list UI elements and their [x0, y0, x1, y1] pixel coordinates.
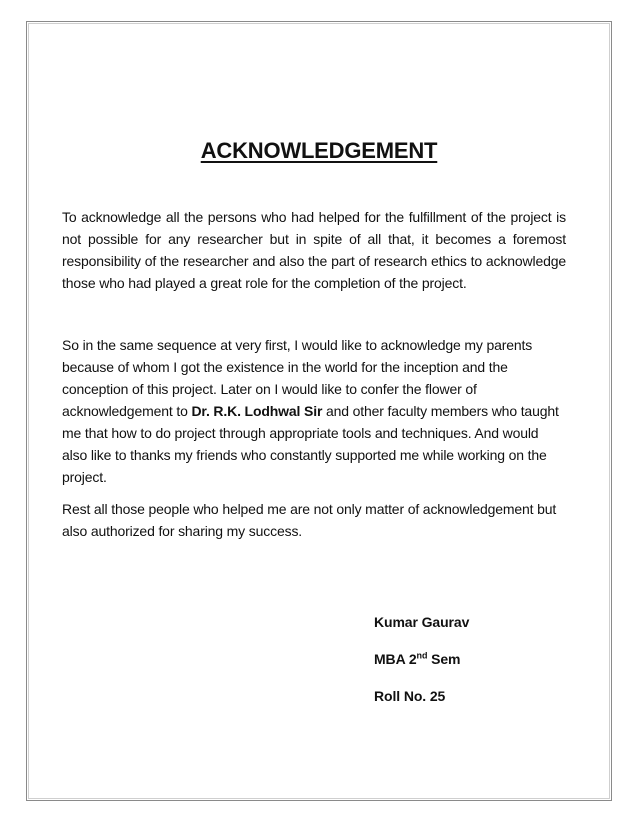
signature-name: Kumar Gaurav	[374, 614, 470, 630]
faculty-name: Dr. R.K. Lodhwal Sir	[191, 403, 323, 419]
signature-roll-number: Roll No. 25	[374, 688, 446, 704]
paragraph-2	[62, 334, 566, 488]
paragraph-2-text-after: and other faculty members who taught me that how to do project through appropriate tools and techniques. And would also like to thanks my friends who constantly supported me while working on the project.	[62, 403, 559, 485]
paragraph-3: Rest all those people who helped me are not only matter of acknowledgement but also authorized for sharing my success.	[62, 501, 557, 539]
paragraph-1: To acknowledge all the persons who had helped for the fulfillment of the project is not possible for any researcher but in spite of all that, it becomes a foremost responsibility of the researcher and also the part of research ethics to acknowledge those who had played a great role for the completion of the project.	[62, 209, 566, 291]
paragraph-2-text-before: So in the same sequence at very first, I would like to acknowledge my parents because of whom I got the existence in the world for the inception and the conception of this project. Later on I would like to confer the flower of acknowledgement to	[62, 337, 533, 419]
signature-class	[374, 649, 460, 669]
signature-class-suffix: Sem	[427, 651, 461, 667]
signature-class-prefix: MBA 2	[374, 651, 417, 667]
signature-class-superscript: nd	[416, 650, 428, 661]
page-title: ACKNOWLEDGEMENT	[200, 138, 438, 163]
